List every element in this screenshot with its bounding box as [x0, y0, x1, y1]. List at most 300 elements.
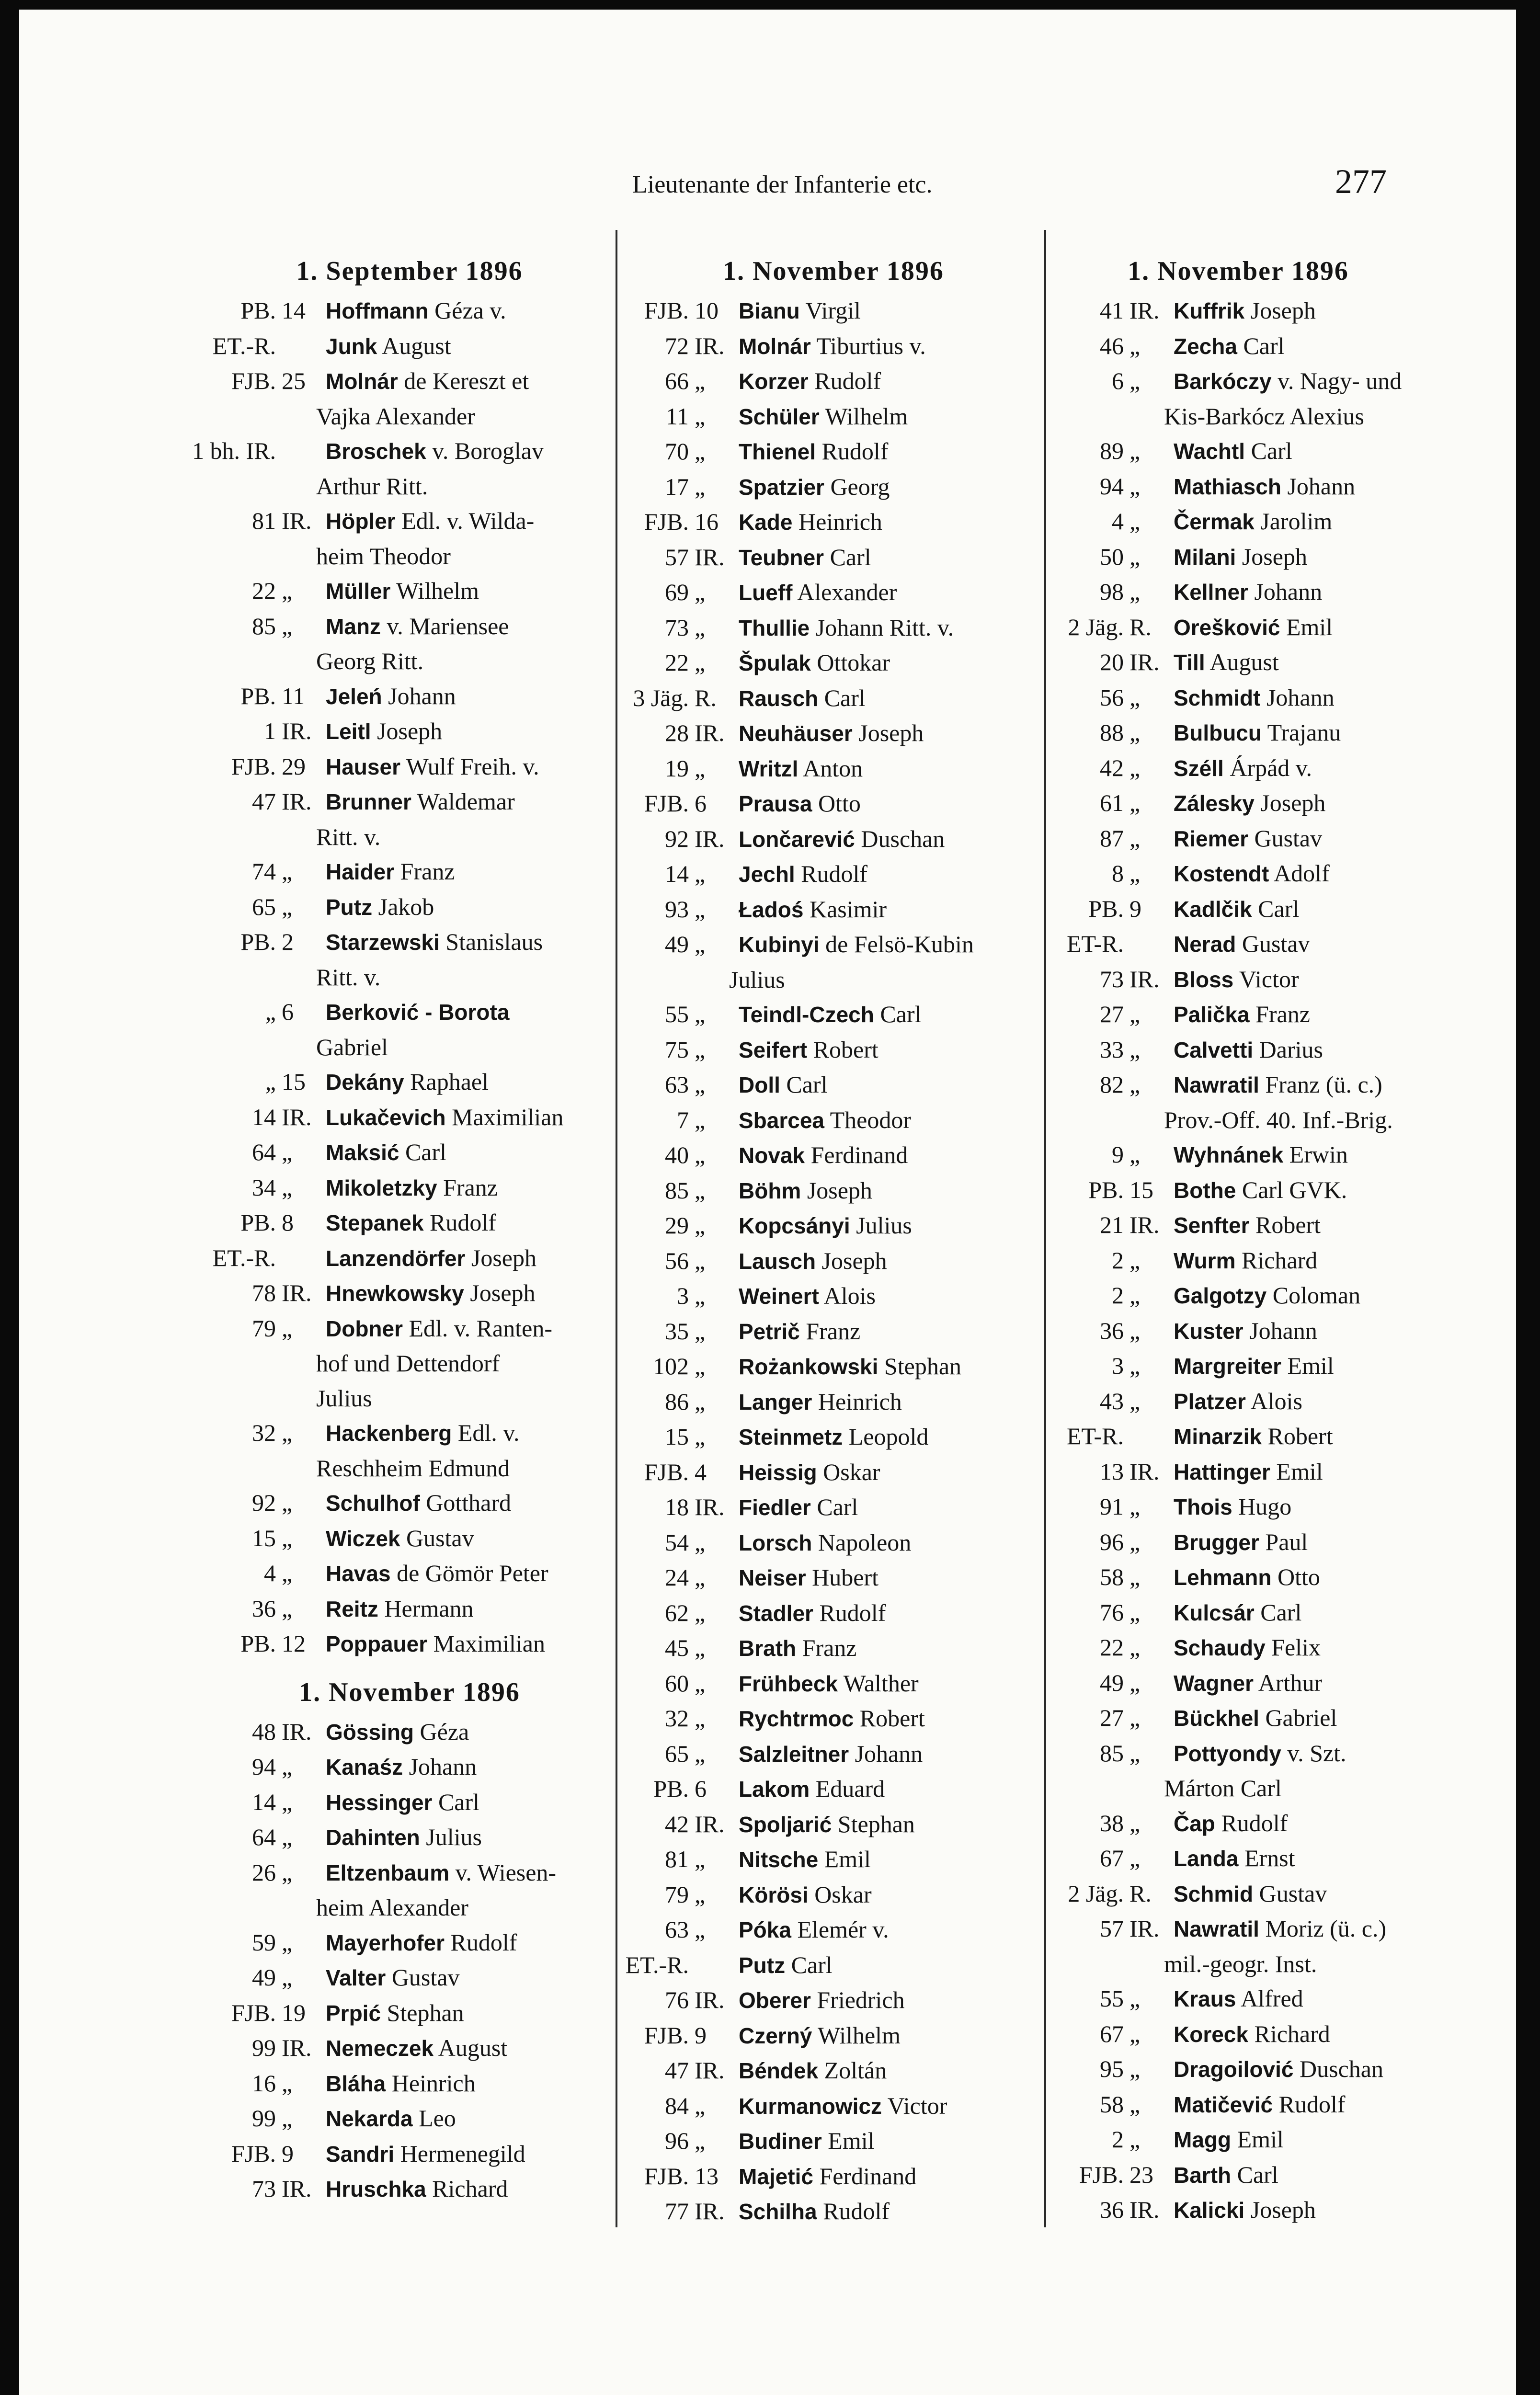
unit-designation: [623, 681, 739, 716]
given-name: Eduard: [815, 1775, 885, 1802]
unit-designation: [1054, 610, 1174, 645]
name-continuation: Julius: [729, 966, 785, 993]
unit-designation: [204, 854, 326, 890]
surname: Zálesky: [1174, 791, 1255, 816]
officer-entry: [192, 433, 616, 469]
officer-name: [1174, 293, 1423, 329]
unit-designation: [623, 1138, 739, 1173]
surname: Schaudy: [1174, 1635, 1266, 1660]
officer-entry: [1054, 997, 1423, 1032]
given-name: Gustav: [1254, 824, 1323, 852]
unit-type: IR.: [695, 2057, 725, 2084]
officer-entry: [204, 1591, 616, 1627]
surname: Böhm: [739, 1178, 801, 1203]
unit-type: „: [282, 1753, 293, 1780]
officer-entry: [204, 1276, 616, 1311]
officer-entry: [623, 1912, 1044, 1948]
surname: Wachtl: [1174, 439, 1245, 464]
unit-designation: [204, 2066, 326, 2101]
officer-name: [1174, 364, 1423, 399]
officer-entry: [623, 1138, 1044, 1173]
given-name: Ferdinand: [810, 1141, 908, 1168]
officer-entry: [204, 2136, 616, 2172]
officer-name: [739, 2018, 1044, 2053]
unit-designation: [623, 1278, 739, 1314]
unit-number: 22: [1100, 1634, 1124, 1661]
officer-entry: [1054, 645, 1423, 680]
unit-designation: [623, 1455, 739, 1490]
officer-entry: [1054, 504, 1423, 539]
unit-designation: [204, 924, 326, 960]
officer-name: [1174, 997, 1423, 1032]
unit-number: 9: [1112, 1141, 1124, 1168]
surname: Reitz: [326, 1596, 378, 1621]
unit-designation: [204, 784, 326, 820]
unit-designation: [1054, 2157, 1174, 2193]
unit-number: 36: [252, 1595, 276, 1622]
surname: Nekarda: [326, 2106, 413, 2131]
unit-type: „: [1129, 1352, 1141, 1379]
surname: Weinert: [739, 1284, 819, 1309]
given-name: Heinrich: [818, 1388, 902, 1415]
given-name: Emil: [1276, 1458, 1323, 1485]
surname: Spatzier: [739, 474, 824, 500]
name-continuation: Kis-Barkócz Alexius: [1164, 402, 1364, 430]
officer-entry: [1054, 2192, 1423, 2228]
unit-designation: [1054, 1454, 1174, 1490]
officer-name: [1174, 1560, 1423, 1595]
unit-number: 42: [665, 1810, 689, 1837]
unit-number: 2: [1112, 1246, 1124, 1274]
surname: Thullie: [739, 615, 810, 640]
unit-number: 18: [665, 1494, 689, 1520]
given-name: Carl: [824, 684, 866, 711]
officer-entry: [623, 751, 1044, 787]
unit-designation: [623, 997, 739, 1032]
officer-name: [1174, 574, 1423, 610]
section-heading: 1. September 1896: [296, 256, 523, 286]
given-name: Friedrich: [817, 1986, 905, 2013]
unit-type: IR.: [695, 2198, 725, 2224]
unit-type: 6: [282, 998, 294, 1025]
officer-name: [739, 2194, 1044, 2229]
officer-entry: [623, 2159, 1044, 2194]
unit-type: „: [1129, 1563, 1141, 1590]
unit-designation: [1054, 1876, 1174, 1912]
officer-name: [739, 1771, 1044, 1807]
given-name: Julius: [856, 1212, 912, 1239]
given-name: Maximilian: [433, 1630, 545, 1657]
unit-type: 29: [282, 753, 306, 780]
given-name: Coloman: [1272, 1282, 1361, 1309]
unit-designation: [204, 2171, 326, 2207]
given-name: Hermann: [384, 1595, 474, 1622]
given-name: Johann: [388, 682, 456, 709]
surname: Bianu: [739, 298, 800, 323]
surname: Bothe: [1174, 1177, 1236, 1203]
unit-number: 95: [1100, 2055, 1124, 2082]
unit-number: 77: [665, 2198, 689, 2224]
officer-entry: [623, 399, 1044, 434]
given-name: de Kereszt et: [404, 367, 529, 394]
unit-designation: [204, 1556, 326, 1591]
unit-type: R.: [1129, 1880, 1152, 1907]
unit-designation: [204, 2101, 326, 2136]
officer-name: [739, 751, 1044, 787]
given-name: Johann: [1266, 684, 1335, 711]
officer-name: [739, 997, 1044, 1032]
unit-designation: [1054, 1419, 1174, 1454]
unit-designation: [623, 469, 739, 505]
unit-type: 15: [282, 1068, 306, 1095]
officer-entry: [623, 821, 1044, 857]
officer-name: [326, 1714, 616, 1750]
officer-name: [1174, 2157, 1423, 2193]
unit-designation: [1054, 1630, 1174, 1665]
given-name: Gustav: [391, 1964, 460, 1991]
surname: Kostendt: [1174, 861, 1269, 886]
unit-number: 91: [1100, 1493, 1124, 1520]
unit-type: „: [1129, 1598, 1141, 1626]
surname: Teubner: [739, 545, 824, 570]
officer-name: [1174, 1454, 1423, 1490]
unit-designation: [1054, 1736, 1174, 1771]
unit-designation: [623, 610, 739, 646]
officer-entry: [1054, 1384, 1423, 1419]
officer-entry: [623, 1807, 1044, 1842]
unit-type: „: [695, 438, 706, 465]
unit-type: „: [695, 1634, 706, 1661]
officer-entry: [204, 573, 616, 609]
unit-number: ET-R.: [1067, 930, 1124, 957]
surname: Čap: [1174, 1811, 1215, 1836]
unit-type: „: [1129, 1809, 1141, 1836]
name-continuation: Gabriel: [316, 1033, 388, 1061]
officer-entry: [204, 890, 616, 925]
officer-entry: [623, 1842, 1044, 1877]
unit-designation: [623, 1349, 739, 1384]
officer-entry: [1054, 364, 1423, 399]
unit-type: „: [695, 931, 706, 958]
unit-designation: [623, 1666, 739, 1701]
given-name: v. Szt.: [1287, 1739, 1346, 1767]
surname: Lorsch: [739, 1530, 812, 1555]
unit-number: 70: [665, 438, 689, 465]
surname: Rychtrmoc: [739, 1706, 854, 1731]
unit-type: „: [695, 1353, 706, 1380]
surname: Eltzenbaum: [326, 1860, 450, 1885]
officer-name: [326, 1205, 616, 1241]
unit-designation: [623, 786, 739, 821]
unit-number: 35: [665, 1317, 689, 1345]
unit-number: 82: [1100, 1071, 1124, 1098]
unit-number: 57: [665, 543, 689, 570]
officer-entry: [204, 714, 616, 749]
unit-designation: [204, 1276, 326, 1311]
unit-number: 8: [1112, 860, 1124, 887]
surname: Ładoś: [739, 897, 804, 922]
officer-entry: [1054, 574, 1423, 610]
unit-designation: [1054, 751, 1174, 786]
unit-number: 89: [1100, 437, 1124, 464]
officer-entry: [1054, 786, 1423, 821]
unit-designation: [623, 1701, 739, 1736]
officer-name: [326, 1135, 616, 1170]
unit-designation: [1054, 1173, 1174, 1208]
surname: Rożankowski: [739, 1354, 878, 1379]
surname: Mayerhofer: [326, 1930, 445, 1955]
given-name: Carl: [1258, 895, 1300, 922]
given-name: Emil: [824, 1846, 871, 1872]
name-continuation: Arthur Ritt.: [316, 472, 428, 500]
surname: Dragoilović: [1174, 2057, 1294, 2082]
unit-designation: [623, 1032, 739, 1068]
surname: Writzl: [739, 756, 799, 781]
officer-entry: [623, 997, 1044, 1032]
officer-entry: [623, 1173, 1044, 1209]
unit-type: „: [282, 1489, 293, 1516]
unit-number: 93: [665, 895, 689, 923]
surname: Czerný: [739, 2023, 812, 2048]
officer-entry: [204, 1170, 616, 1206]
officer-entry: [1054, 821, 1423, 856]
unit-type: 6: [695, 1775, 707, 1802]
unit-type: IR.: [282, 1279, 312, 1306]
unit-designation: [1054, 433, 1174, 469]
unit-type: „: [1129, 1317, 1141, 1344]
given-name: Joseph: [471, 1244, 536, 1271]
officer-name: [326, 1521, 616, 1556]
unit-designation: [204, 994, 326, 1030]
officer-name: [1174, 1841, 1423, 1876]
unit-type: „: [1129, 1387, 1141, 1414]
given-name: Carl: [1251, 437, 1292, 464]
surname: Thois: [1174, 1494, 1232, 1519]
given-name: Robert: [1255, 1211, 1321, 1238]
unit-number: PB.: [240, 297, 276, 324]
surname: Palička: [1174, 1002, 1250, 1027]
unit-designation: [1054, 1489, 1174, 1525]
unit-type: IR.: [282, 2175, 312, 2202]
unit-number: 73: [252, 2175, 276, 2202]
officer-name: [739, 1666, 1044, 1701]
given-name: Hugo: [1238, 1493, 1292, 1520]
officer-entry: [204, 1714, 616, 1750]
name-continuation: Georg Ritt.: [316, 648, 424, 674]
unit-type: „: [695, 1001, 706, 1027]
unit-number: 49: [252, 1964, 276, 1991]
officer-entry: [1054, 2122, 1423, 2157]
given-name: Johann: [1254, 578, 1323, 605]
given-name: Robert: [859, 1705, 925, 1732]
surname: Müller: [326, 579, 391, 604]
unit-designation: [623, 1067, 739, 1103]
unit-designation: [1054, 1806, 1174, 1841]
unit-designation: [623, 645, 739, 681]
officer-name: [1174, 1243, 1423, 1278]
unit-type: IR.: [1129, 649, 1160, 675]
unit-designation: [623, 1103, 739, 1138]
unit-number: 88: [1100, 719, 1124, 746]
officer-name: [739, 1736, 1044, 1772]
unit-number: 85: [1100, 1739, 1124, 1767]
given-name: Elemér v.: [797, 1916, 889, 1943]
surname: Nemeczek: [326, 2036, 434, 2061]
surname: Calvetti: [1174, 1037, 1254, 1062]
unit-number: FJB.: [644, 1458, 689, 1485]
officer-name: [1174, 2122, 1423, 2157]
surname: Brath: [739, 1636, 797, 1661]
officer-name: [739, 364, 1044, 399]
surname: Höpler: [326, 509, 396, 534]
officer-entry: [1054, 1278, 1423, 1313]
unit-designation: [1054, 539, 1174, 575]
officer-name: [1174, 2052, 1423, 2087]
officer-entry: [623, 1596, 1044, 1631]
unit-designation: [623, 716, 739, 751]
unit-type: IR.: [695, 543, 725, 570]
officer-name: [1174, 1348, 1423, 1384]
unit-designation: [623, 2194, 739, 2229]
unit-type: 9: [695, 2021, 707, 2049]
surname: Bláha: [326, 2071, 386, 2096]
unit-number: 27: [1100, 1001, 1124, 1027]
officer-name: [1174, 891, 1423, 927]
given-name: Rudolf: [819, 1599, 886, 1626]
officer-name: [326, 1855, 616, 1891]
surname: Margreiter: [1174, 1354, 1281, 1379]
unit-type: IR.: [695, 1494, 725, 1520]
surname: Poppauer: [326, 1631, 428, 1656]
unit-designation: [204, 1749, 326, 1785]
unit-number: FJB.: [644, 508, 689, 535]
given-name: Otto: [1277, 1563, 1320, 1590]
unit-type: „: [695, 1388, 706, 1415]
given-name: Stephan: [387, 1999, 464, 2026]
given-name: Oskar: [814, 1881, 872, 1908]
surname: Hackenberg: [326, 1421, 452, 1446]
unit-type: „: [695, 614, 706, 641]
officer-name: [326, 2066, 616, 2101]
surname: Čermak: [1174, 509, 1255, 534]
name-continuation: Julius: [316, 1384, 372, 1412]
officer-name: [326, 1925, 616, 1961]
unit-type: [282, 1241, 316, 1276]
given-name: Robert: [813, 1036, 878, 1063]
officer-name: [326, 1241, 616, 1276]
given-name: August: [438, 2034, 508, 2061]
unit-designation: [1054, 821, 1174, 856]
officer-entry: [623, 1631, 1044, 1666]
unit-number: 57: [1100, 1915, 1124, 1942]
officer-name: [326, 1276, 616, 1311]
unit-type: IR.: [695, 1810, 725, 1837]
surname: Stepanek: [326, 1210, 424, 1235]
officer-entry: [623, 1349, 1044, 1384]
surname: Seifert: [739, 1037, 808, 1062]
officer-entry: [623, 610, 1044, 646]
unit-number: 86: [665, 1388, 689, 1415]
unit-designation: [623, 504, 739, 540]
surname: Lehmann: [1174, 1565, 1272, 1590]
officer-name: [739, 1314, 1044, 1349]
officer-entry: [1054, 1841, 1423, 1876]
unit-number: 13: [1100, 1458, 1124, 1485]
unit-designation: [623, 1384, 739, 1420]
unit-number: 61: [1100, 789, 1124, 816]
unit-type: [1129, 926, 1164, 962]
officer-name: [739, 1103, 1044, 1138]
officer-name: [326, 2136, 616, 2172]
unit-type: „: [1129, 754, 1141, 781]
unit-type: „: [1129, 824, 1141, 852]
unit-designation: [623, 821, 739, 857]
officer-name: [1174, 1665, 1423, 1701]
unit-type: „: [1129, 1071, 1141, 1098]
surname: Sandri: [326, 2141, 395, 2167]
unit-number: 3: [677, 1282, 689, 1309]
given-name: Maximilian: [452, 1103, 564, 1130]
unit-type: „: [695, 1705, 706, 1732]
unit-type: „: [1129, 2055, 1141, 2082]
officer-name: [1174, 1137, 1423, 1173]
officer-entry: [204, 364, 616, 399]
unit-type: „: [695, 1528, 706, 1556]
unit-number: 58: [1100, 1563, 1124, 1590]
given-name: Edl. v.: [457, 1419, 520, 1446]
officer-entry: [1054, 1313, 1423, 1349]
officer-name: [326, 503, 616, 539]
given-name: Emil: [1286, 613, 1333, 640]
surname: Petrič: [739, 1319, 800, 1344]
unit-designation: [623, 1842, 739, 1877]
officer-name: [326, 749, 616, 785]
unit-type: „: [1129, 1634, 1141, 1661]
officer-entry: [623, 1384, 1044, 1420]
unit-designation: [204, 1064, 326, 1100]
surname: Barth: [1174, 2162, 1232, 2188]
given-name: de Gömör Peter: [397, 1560, 548, 1586]
officer-name: [1174, 1489, 1423, 1525]
surname: Dobner: [326, 1316, 403, 1341]
unit-type: 12: [282, 1630, 306, 1657]
surname: Pottyondy: [1174, 1741, 1281, 1766]
given-name: Erwin: [1289, 1141, 1348, 1168]
officer-name: [739, 1419, 1044, 1455]
unit-type: „: [1129, 860, 1141, 887]
unit-type: [282, 329, 316, 364]
officer-name: [1174, 1630, 1423, 1665]
given-name: Franz: [400, 858, 455, 885]
unit-designation: [192, 433, 326, 469]
unit-number: 55: [665, 1001, 689, 1027]
unit-designation: [623, 856, 739, 892]
unit-designation: [623, 2159, 739, 2194]
officer-name: [1174, 1595, 1423, 1631]
unit-type: „: [695, 1846, 706, 1872]
officer-name: [326, 784, 616, 820]
given-name: Rudolf: [450, 1928, 517, 1956]
unit-designation: [1054, 962, 1174, 997]
officer-entry: [204, 2066, 616, 2101]
unit-number: 63: [665, 1916, 689, 1943]
officer-name: [739, 927, 1044, 962]
given-name: Raphael: [410, 1068, 489, 1095]
unit-designation: [623, 399, 739, 434]
officer-name: [1174, 645, 1423, 680]
officer-name: [326, 1485, 616, 1521]
officer-entry: [623, 681, 1044, 716]
